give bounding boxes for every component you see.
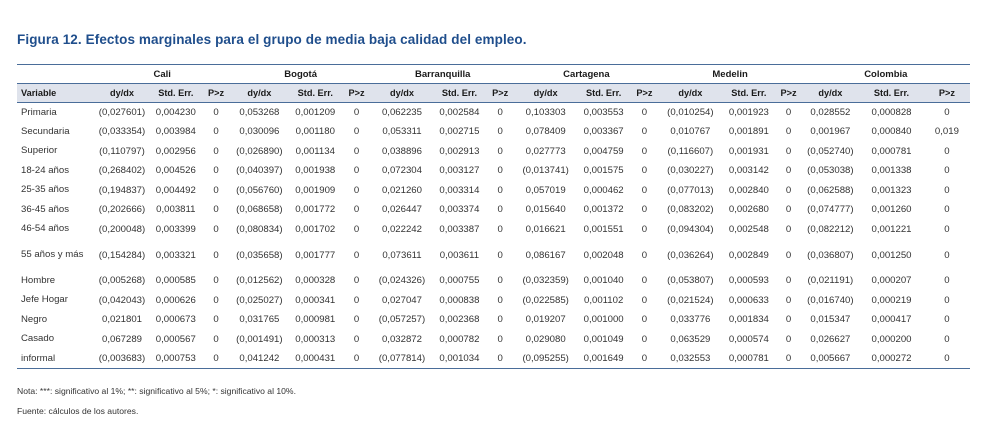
table-cell: 0 (641, 333, 648, 345)
city-header-bogota: Bogotá (230, 65, 371, 84)
significance-note: Nota: ***: significativo al 1%; **: significativo al 5%; *: significativo al 10%. (17, 386, 296, 396)
table-cell: 0,032553 (659, 349, 723, 369)
table-cell: 0,031765 (239, 314, 280, 326)
table-cell: 0,000313 (295, 333, 336, 345)
table-cell: 0,000782 (439, 333, 480, 345)
stat-header: Std. Err. (433, 84, 486, 103)
table-cell: 0,000828 (871, 107, 912, 118)
table-cell: 0 (776, 349, 802, 369)
table-cell: 0 (353, 275, 360, 287)
table-cell: 0,002680 (728, 204, 769, 216)
table-cell: (0,025027) (236, 294, 283, 306)
table-cell: (0,077013) (667, 184, 714, 196)
table-cell: 0,000755 (439, 275, 480, 287)
table-cell: 0 (353, 204, 360, 216)
table-row (17, 161, 970, 181)
table-cell: 0,022242 (381, 223, 422, 235)
table-cell: 0,030096 (239, 126, 280, 138)
stat-header: Std. Err. (150, 84, 202, 103)
table-cell: 0 (944, 294, 950, 306)
table-cell: 0,001000 (583, 314, 624, 326)
stat-header: P>z (342, 84, 371, 103)
table-cell: 0 (353, 126, 360, 138)
table-cell: 0,000585 (155, 275, 196, 287)
table-cell: 0,005667 (802, 349, 859, 369)
table-cell: 0,001102 (583, 294, 624, 306)
table-cell: 0 (353, 145, 360, 157)
variable-label: 55 años y más (21, 249, 84, 260)
table-cell: (0,053038) (807, 165, 854, 177)
table-cell: (0,082212) (807, 223, 854, 235)
table-cell: 0,003399 (155, 223, 196, 235)
table-cell: 0,003367 (583, 126, 624, 138)
table-cell: (0,057257) (378, 314, 426, 326)
table-cell: 0 (641, 204, 648, 216)
table-cell: 0,004759 (583, 145, 624, 157)
table-cell: 0,062235 (381, 107, 422, 118)
variable-label: informal (17, 349, 94, 369)
variable-label: Negro (21, 313, 48, 325)
table-cell: (0,074777) (807, 204, 854, 216)
table-cell: 0,000626 (155, 294, 196, 306)
city-header-cali: Cali (94, 65, 230, 84)
table-cell: 0,073611 (382, 249, 422, 261)
table-cell: 0 (213, 107, 219, 118)
table-cell: 0 (785, 223, 792, 235)
table-cell: (0,094304) (667, 223, 714, 235)
variable-label: Primaria (21, 106, 57, 118)
table-cell: 0,001250 (871, 249, 912, 261)
table-cell: 0,041242 (230, 349, 289, 369)
table-cell: 0,001040 (583, 275, 624, 287)
table-cell: 0 (213, 249, 219, 261)
table-cell: 0 (630, 349, 658, 369)
table-cell: (0,001491) (236, 333, 283, 345)
table-cell: 0 (497, 314, 503, 326)
table-row (17, 291, 970, 311)
stat-header: dy/dx (514, 84, 577, 103)
table-cell: 0 (497, 184, 503, 196)
table-cell: 0,001180 (295, 126, 335, 138)
table-cell: 0,002956 (155, 145, 196, 157)
table-cell: 0,019 (934, 126, 959, 138)
table-cell: 0,004492 (155, 184, 196, 196)
table-cell: 0 (497, 294, 503, 306)
table-cell: 0,001575 (583, 165, 624, 177)
table-cell: (0,027601) (98, 107, 146, 118)
table-cell: 0,015640 (525, 204, 566, 216)
table-cell: 0,000633 (728, 294, 769, 306)
table-cell: 0,000753 (150, 349, 202, 369)
table-cell: 0,001891 (728, 126, 769, 138)
table-cell: 0,057019 (525, 184, 566, 196)
table-cell: 0,001967 (810, 126, 851, 138)
table-cell: 0,026627 (810, 333, 851, 345)
table-cell: 0 (497, 223, 503, 235)
table-cell: (0,016740) (807, 294, 854, 306)
table-cell: 0,003811 (156, 204, 196, 216)
table-cell: 0,003142 (728, 165, 769, 177)
variable-label: Jefe Hogar (21, 294, 68, 306)
table-cell: (0,035658) (236, 249, 283, 261)
table-cell: 0,001338 (871, 165, 912, 177)
table-row (17, 349, 970, 369)
stat-header: Std. Err. (859, 84, 924, 103)
table-cell: (0,003683) (94, 349, 149, 369)
table-cell: 0 (213, 204, 219, 216)
marginal-effects-table (17, 64, 970, 369)
table-cell: 0,000673 (155, 314, 196, 326)
variable-label: 36-45 años (21, 203, 70, 215)
variable-label: 25-35 años (21, 184, 70, 196)
table-cell: 0 (342, 349, 371, 369)
table-cell: 0 (785, 249, 792, 261)
table-cell: 0 (213, 184, 219, 196)
table-cell: 0 (924, 349, 970, 369)
table-cell: 0,001034 (433, 349, 486, 369)
table-row (17, 103, 970, 123)
stat-header: P>z (630, 84, 658, 103)
table-cell: 0 (785, 165, 792, 177)
table-cell: 0 (353, 249, 360, 261)
table-cell: 0 (497, 204, 503, 216)
stat-header: Std. Err. (577, 84, 630, 103)
table-cell: 0,001260 (871, 204, 912, 216)
table-cell: 0 (944, 107, 950, 118)
table-cell: 0,021260 (381, 184, 422, 196)
table-cell: 0,001134 (295, 145, 335, 157)
table-cell: 0 (641, 165, 648, 177)
table-cell: (0,116607) (667, 145, 714, 157)
table-cell: 0,000462 (583, 184, 624, 196)
table-cell: 0,001372 (583, 204, 624, 216)
variable-header: Variable (17, 84, 94, 103)
stat-header-row (17, 84, 970, 103)
table-cell: 0 (641, 249, 648, 261)
stat-header: dy/dx (659, 84, 723, 103)
table-cell: 0 (641, 107, 648, 118)
table-cell: (0,033354) (98, 126, 146, 138)
table-cell: 0 (944, 249, 950, 261)
table-cell: (0,026890) (236, 145, 283, 157)
table-cell: 0 (353, 294, 360, 306)
table-cell: 0,029080 (525, 333, 566, 345)
table-cell: (0,052740) (807, 145, 854, 157)
table-cell: (0,268402) (98, 165, 146, 177)
table-cell: 0,001049 (583, 333, 624, 345)
table-cell: 0 (944, 145, 950, 157)
table-cell: 0 (785, 184, 792, 196)
table-cell: 0,000328 (295, 275, 336, 287)
table-cell: (0,036264) (667, 249, 714, 261)
table-cell: 0 (213, 223, 219, 235)
table-cell: 0,002584 (439, 107, 480, 118)
table-cell: 0 (785, 107, 792, 118)
city-header-medelin: Medelin (659, 65, 802, 84)
table-cell: (0,053807) (667, 275, 714, 287)
table-cell: 0,003127 (439, 165, 480, 177)
table-cell: 0 (641, 294, 648, 306)
table-cell: (0,077814) (371, 349, 433, 369)
table-row (17, 271, 970, 291)
table-cell: 0,000272 (859, 349, 924, 369)
table-cell: 0 (213, 165, 219, 177)
table-cell: 0,015347 (810, 314, 851, 326)
table-cell: 0 (641, 223, 648, 235)
table-cell: 0 (213, 294, 219, 306)
table-cell: 0 (785, 204, 792, 216)
table-cell: 0,000574 (728, 333, 769, 345)
table-cell: 0 (785, 145, 792, 157)
table-cell: 0,000417 (871, 314, 912, 326)
table-cell: (0,030227) (667, 165, 714, 177)
table-cell: 0,002048 (583, 249, 624, 261)
table-cell: 0,000593 (728, 275, 769, 287)
table-cell: (0,040397) (236, 165, 283, 177)
variable-label: Secundaria (21, 125, 70, 137)
table-row (17, 122, 970, 142)
table-cell: 0 (944, 165, 950, 177)
table-cell: 0,000981 (295, 314, 336, 326)
table-row (17, 239, 970, 271)
table-cell: 0,001923 (728, 107, 769, 118)
table-cell: 0 (944, 314, 950, 326)
table-cell: 0 (641, 314, 648, 326)
table-cell: 0,000781 (871, 145, 912, 157)
table-row (17, 200, 970, 220)
variable-label: Casado (21, 333, 55, 345)
table-cell: 0,001938 (295, 165, 336, 177)
corner-cell (17, 65, 94, 84)
stat-header: P>z (202, 84, 230, 103)
table-cell: 0 (497, 165, 503, 177)
table-cell: 0,000200 (871, 333, 912, 345)
table-cell: 0,067289 (101, 333, 142, 345)
table-cell: (0,154284) (98, 249, 146, 261)
table-cell: 0 (944, 204, 950, 216)
table-cell: 0,000431 (289, 349, 342, 369)
table-cell: 0,003984 (155, 126, 196, 138)
table-cell: 0 (497, 107, 503, 118)
stat-header: dy/dx (230, 84, 289, 103)
table-cell: 0,003314 (439, 184, 480, 196)
source-note: Fuente: cálculos de los autores. (17, 406, 139, 416)
table-cell: 0 (353, 184, 360, 196)
table-cell: 0,001777 (295, 249, 336, 261)
table-cell: 0,002840 (728, 184, 769, 196)
city-header-colombia: Colombia (802, 65, 970, 84)
table-cell: 0 (486, 349, 514, 369)
table-cell: 0 (202, 349, 230, 369)
table-cell: 0 (785, 314, 792, 326)
table-row (17, 181, 970, 201)
table-cell: 0,000207 (871, 275, 912, 287)
table-cell: 0,016621 (525, 223, 566, 235)
city-header-barranquilla: Barranquilla (371, 65, 514, 84)
table-cell: 0,026447 (381, 204, 422, 216)
table-cell: 0,003387 (439, 223, 480, 235)
table-cell: 0,019207 (525, 314, 566, 326)
table-cell: 0 (641, 184, 648, 196)
table-cell: 0,027047 (381, 294, 422, 306)
table-cell: 0 (944, 184, 950, 196)
table-cell: 0,003553 (583, 107, 624, 118)
table-cell: 0,053268 (239, 107, 280, 118)
table-cell: 0,000341 (295, 294, 336, 306)
stat-header: P>z (486, 84, 514, 103)
table-cell: (0,110797) (99, 145, 145, 157)
table-cell: 0 (641, 275, 648, 287)
table-cell: 0,063529 (670, 333, 711, 345)
table-cell: (0,095255) (514, 349, 577, 369)
table-cell: 0,021801 (101, 314, 142, 326)
table-cell: 0 (785, 294, 792, 306)
table-cell: (0,012562) (236, 275, 283, 287)
table-cell: 0,001323 (871, 184, 912, 196)
stat-header: dy/dx (94, 84, 149, 103)
table-cell: 0,027773 (525, 145, 566, 157)
table-body (17, 103, 970, 369)
variable-label: 18-24 años (21, 164, 70, 176)
city-header-row (17, 65, 970, 84)
table-cell: 0,000219 (871, 294, 912, 306)
table-cell: 0,002715 (439, 126, 480, 138)
table-cell: 0,072304 (381, 165, 422, 177)
table-cell: 0,004230 (155, 107, 196, 118)
table-row (17, 310, 970, 330)
table-cell: (0,021191) (807, 275, 854, 287)
figure-title: Figura 12. Efectos marginales para el grupo de media baja calidad del empleo. (17, 32, 527, 47)
table-cell: 0,003374 (439, 204, 480, 216)
table-cell: 0,002368 (439, 314, 480, 326)
table-cell: 0 (213, 275, 219, 287)
table-cell: 0 (353, 333, 360, 345)
table-cell: 0,038896 (381, 145, 422, 157)
table-cell: 0 (353, 223, 360, 235)
table-cell: 0,002548 (728, 223, 769, 235)
table-cell: (0,068658) (236, 204, 283, 216)
table-cell: 0 (944, 275, 950, 287)
table-cell: 0 (213, 145, 219, 157)
table-cell: 0,001209 (295, 107, 336, 118)
table-cell: 0 (497, 333, 503, 345)
table-cell: 0 (497, 249, 503, 261)
table-cell: (0,013741) (522, 165, 569, 177)
table-cell: 0,000567 (155, 333, 196, 345)
table-cell: (0,200048) (98, 223, 146, 235)
table-cell: 0,004526 (155, 165, 196, 177)
variable-label: Superior (21, 145, 58, 157)
table-cell: 0,001909 (295, 184, 336, 196)
table-cell: 0 (785, 126, 792, 138)
table-cell: 0,000838 (439, 294, 480, 306)
table-cell: 0,003611 (439, 249, 480, 261)
table-cell: 0,053311 (382, 126, 422, 138)
stat-header: dy/dx (802, 84, 859, 103)
table-cell: 0 (353, 107, 360, 118)
table-cell: (0,036807) (807, 249, 854, 261)
table-cell: 0,001221 (871, 223, 912, 235)
table-cell: 0,001702 (295, 223, 336, 235)
table-cell: 0 (213, 126, 219, 138)
table-cell: 0,002913 (439, 145, 480, 157)
table-cell: 0 (353, 314, 360, 326)
table-cell: (0,080834) (236, 223, 283, 235)
stat-header: P>z (776, 84, 802, 103)
table-cell: 0,001551 (583, 223, 624, 235)
table-cell: 0,003321 (155, 249, 196, 261)
table-cell: 0,078409 (525, 126, 566, 138)
table-cell: 0 (213, 314, 219, 326)
table-cell: 0,028552 (810, 107, 851, 118)
stat-header: Std. Err. (722, 84, 775, 103)
variable-label: Hombre (21, 274, 56, 286)
table-cell: 0 (785, 333, 792, 345)
table-cell: 0,000781 (722, 349, 775, 369)
table-cell: (0,024326) (378, 275, 426, 287)
table-cell: 0 (213, 333, 219, 345)
table-cell: (0,021524) (667, 294, 714, 306)
table-cell: (0,083202) (667, 204, 714, 216)
table-cell: 0,033776 (670, 314, 711, 326)
table-cell: 0,086167 (525, 249, 566, 261)
stat-header: P>z (924, 84, 970, 103)
table-cell: 0 (497, 145, 503, 157)
table-cell: 0,001649 (577, 349, 630, 369)
table-cell: (0,062588) (807, 184, 854, 196)
table-cell: (0,056760) (236, 184, 283, 196)
variable-label: 46-54 años (21, 223, 70, 235)
table-row (17, 220, 970, 240)
table-cell: 0 (353, 165, 360, 177)
table-cell: (0,005268) (98, 275, 146, 287)
table-row (17, 330, 970, 350)
table-cell: 0,103303 (525, 107, 566, 118)
table-cell: 0,000840 (871, 126, 912, 138)
table-cell: (0,042043) (98, 294, 146, 306)
table-cell: (0,022585) (522, 294, 569, 306)
table-cell: 0,001834 (728, 314, 769, 326)
table-cell: 0 (497, 126, 503, 138)
table-cell: 0 (497, 275, 503, 287)
table-cell: (0,202666) (98, 204, 146, 216)
table-cell: (0,194837) (98, 184, 146, 196)
table-cell: 0 (641, 126, 648, 138)
table-cell: 0 (944, 333, 950, 345)
stat-header: Std. Err. (289, 84, 342, 103)
city-header-cartagena: Cartagena (514, 65, 658, 84)
table-cell: 0,002849 (728, 249, 769, 261)
table-cell: 0 (944, 223, 950, 235)
table-cell: 0,001931 (728, 145, 769, 157)
table-cell: 0,032872 (381, 333, 422, 345)
table-row (17, 142, 970, 162)
table-cell: 0,010767 (670, 126, 711, 138)
table-cell: (0,010254) (667, 107, 714, 118)
table-cell: 0,001772 (295, 204, 336, 216)
table-cell: 0 (641, 145, 648, 157)
table-cell: 0 (785, 275, 792, 287)
table-cell: (0,032359) (522, 275, 569, 287)
stat-header: dy/dx (371, 84, 433, 103)
